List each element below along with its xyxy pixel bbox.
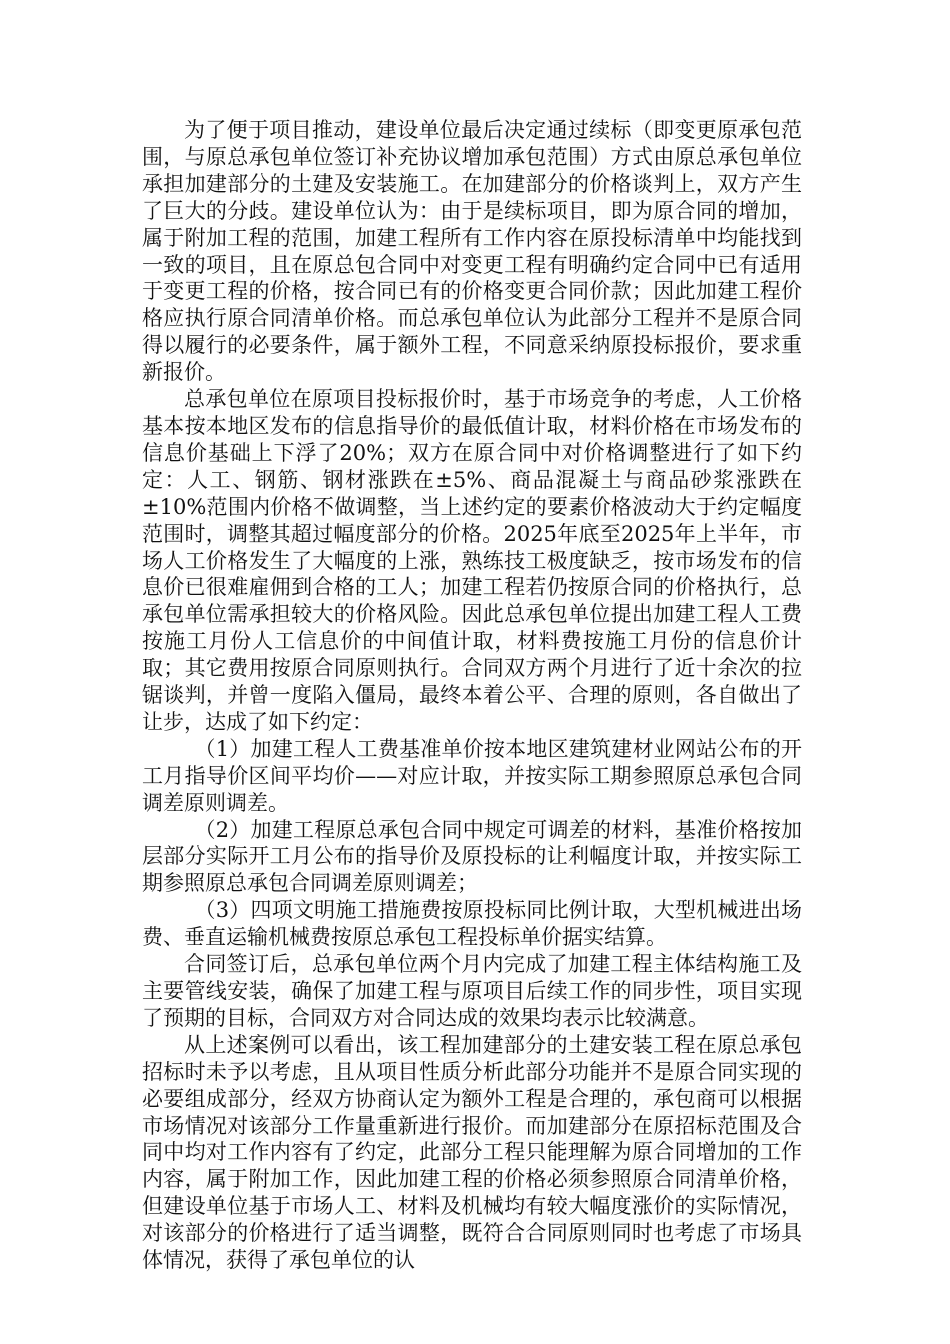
paragraph-contract-outcome: 合同签订后，总承包单位两个月内完成了加建工程主体结构施工及主要管线安装，确保了加建工程与原项目后续工作的同步性，项目实现了预期的目标，合同双方对合同达成的效果均表示比较满意。 [142,952,802,1030]
paragraph-item-3: （3）四项文明施工措施费按原投标同比例计取，大型机械进出场费、垂直运输机械费按原总承包工程投标单价据实结算。 [142,898,802,950]
paragraph-item-2: （2）加建工程原总承包合同中规定可调差的材料，基准价格按加层部分实际开工月公布的指导价及原投标的让利幅度计取，并按实际工期参照原总承包合同调差原则调差； [142,817,802,896]
document-page [142,117,802,1274]
paragraph-item-1: （1）加建工程人工费基准单价按本地区建筑建材业网站公布的开工月指导价区间平均价——对应计取，并按实际工期参照原总承包合同调差原则调差。 [142,736,802,815]
paragraph-续标-negotiation: 为了便于项目推动，建设单位最后决定通过续标（即变更原承包范围，与原总承包单位签订补充协议增加承包范围）方式由原总承包单位承担加建部分的土建及安装施工。在加建部分的价格谈判上，双方产生了巨大的分歧。建设单位认为：由于是续标项目，即为原合同的增加，属于附加工程的范围，加建工程所有工作内容在原投标清单中均能找到一致的项目，且在原总包合同中对变更工程有明确约定合同中已有适用于变更工程的价格，按合同已有的价格变更合同价款；因此加建工程价格应执行原合同清单价格。而总承包单位认为此部分工程并不是原合同得以履行的必要条件，属于额外工程，不同意采纳原投标报价，要求重新报价。 [142,118,802,385]
paragraph-price-adjustment: 总承包单位在原项目投标报价时，基于市场竞争的考虑，人工价格基本按本地区发布的信息指导价的最低值计取，材料价格在市场发布的信息价基础上下浮了20%；双方在原合同中对价格调整进行了如下约定：人工、钢筋、钢材涨跌在±5%、商品混凝土与商品砂浆涨跌在±10%范围内价格不做调整，当上述约定的要素价格波动大于约定幅度范围时，调整其超过幅度部分的价格。2025年底至2025年上半年，市场人工价格发生了大幅度的上涨，熟练技工极度缺乏，按市场发布的信息价已很难雇佣到合格的工人；加建工程若仍按原合同的价格执行，总承包单位需承担较大的价格风险。因此总承包单位提出加建工程人工费按施工月份人工信息价的中间值计取，材料费按施工月份的信息价计取；其它费用按原合同原则执行。合同双方两个月进行了近十余次的拉锯谈判，并曾一度陷入僵局，最终本着公平、合理的原则，各自做出了让步，达成了如下约定： [142,387,802,734]
paragraph-case-analysis: 从上述案例可以看出，该工程加建部分的土建安装工程在原总承包招标时未予以考虑，且从项目性质分析此部分功能并不是原合同实现的必要组成部分，经双方协商认定为额外工程是合理的，承包商可以根据市场情况对该部分工作量重新进行报价。而加建部分在原招标范围及合同中均对工作内容有了约定，此部分工程只能理解为原合同增加的工作内容，属于附加工作，因此加建工程的价格必须参照原合同清单价格，但建设单位基于市场人工、材料及机械均有较大幅度涨价的实际情况，对该部分的价格进行了适当调整，既符合合同原则同时也考虑了市场具体情况，获得了承包单位的认 [142,1032,802,1273]
